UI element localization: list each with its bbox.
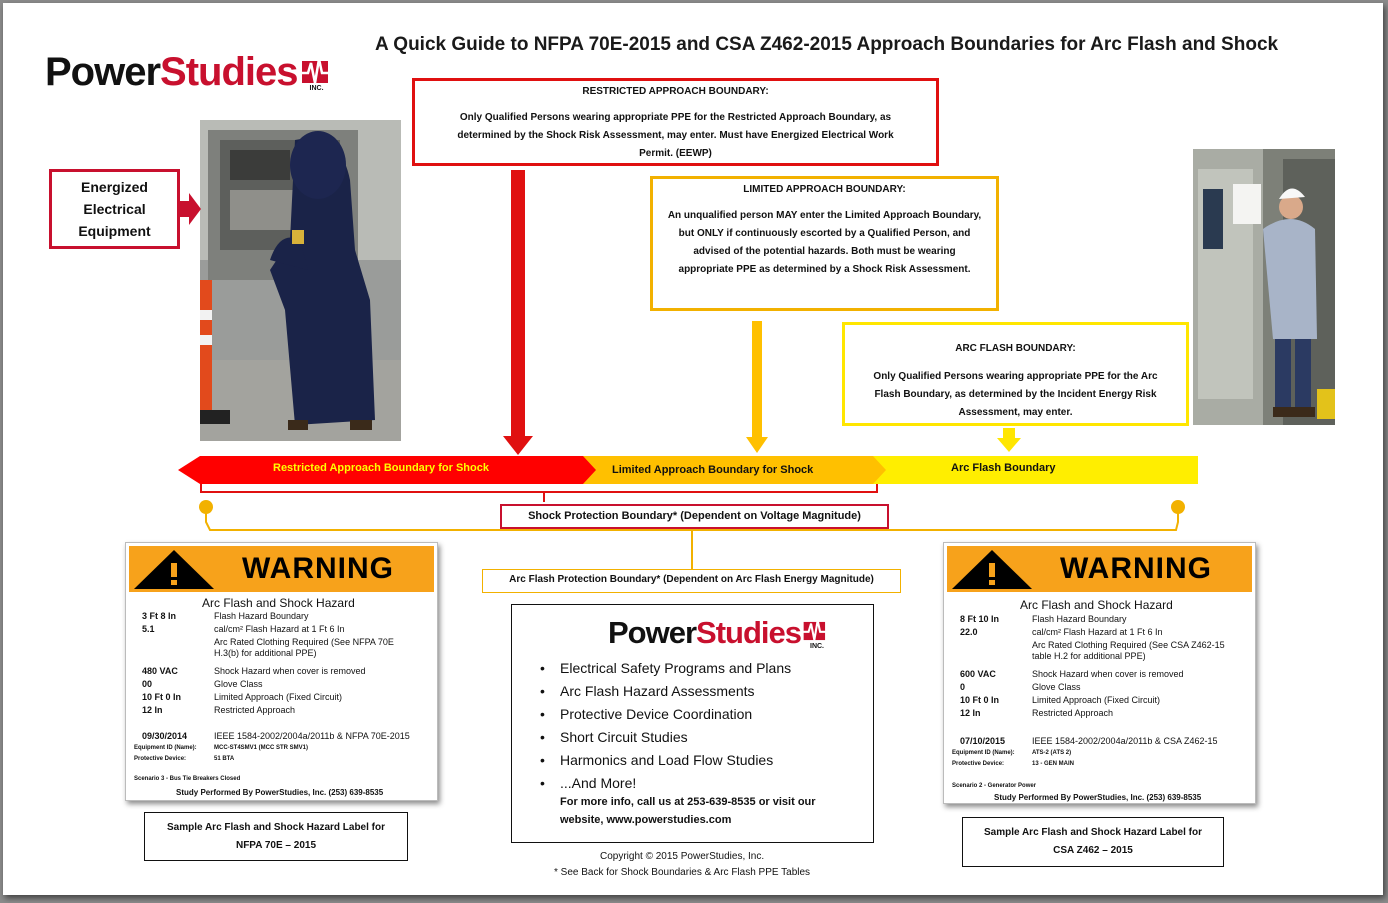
arcflash-heading: ARC FLASH BOUNDARY: [955, 343, 1076, 354]
restricted-arrow-down-icon [503, 170, 533, 455]
protective-label: Protective Device: [952, 761, 1005, 767]
logo-mark-icon [298, 55, 334, 95]
row-desc: IEEE 1584-2002/2004a/2011b & NFPA 70E-2015 [214, 731, 410, 741]
equipment-line-2: Electrical [83, 201, 146, 217]
limited-heading: LIMITED APPROACH BOUNDARY: [743, 184, 906, 195]
equip-id-label: Equipment ID (Name): [952, 750, 1015, 756]
powerstudies-logo [45, 47, 334, 95]
row-desc: Flash Hazard Boundary [214, 611, 309, 621]
limited-text: An unqualified person MAY enter the Limited Approach Boundary, but ONLY if continuously escorted by a Qualified Person, and advised of the potential hazards. Both must be wearing appropriate PPE as determined by a Shock Risk Assessment. [667, 210, 982, 275]
row-value: 22.0 [960, 627, 978, 637]
row-value: 12 In [142, 705, 163, 715]
footnote: * See Back for Shock Boundaries & Arc Flash PPE Tables [554, 867, 811, 878]
shock-protection-boundary: Shock Protection Boundary* (Dependent on Voltage Magnitude) [500, 504, 889, 529]
photo-worker-hard-hat [1193, 149, 1335, 425]
arcflash-protection-boundary: Arc Flash Protection Boundary* (Dependent on Arc Flash Energy Magnitude) [482, 569, 901, 593]
row-desc: table H.2 for additional PPE) [1032, 651, 1146, 661]
page-title: A Quick Guide to NFPA 70E-2015 and CSA Z462-2015 Approach Boundaries for Arc Flash and Shock [375, 34, 1279, 55]
row-value: 8 Ft 10 In [960, 614, 1000, 624]
row-desc: Limited Approach (Fixed Circuit) [214, 692, 343, 702]
limited-arrow-down-icon [746, 321, 768, 453]
caption-csa [962, 817, 1224, 867]
services-list [540, 657, 791, 795]
more-info-line-1: For more info, call us at 253-639-8535 or visit our [560, 796, 816, 808]
row-desc: Limited Approach (Fixed Circuit) [1032, 695, 1161, 705]
row-value: 600 VAC [960, 669, 996, 679]
row-value: 3 Ft 8 In [142, 611, 177, 621]
panel-logo [608, 611, 831, 651]
panel-logo-studies: Studies [696, 615, 801, 650]
band-arcflash-label: Arc Flash Boundary [951, 462, 1056, 474]
equip-id-label: Equipment ID (Name): [134, 745, 197, 751]
row-desc: IEEE 1584-2002/2004a/2011b & CSA Z462-15 [1032, 736, 1218, 746]
caption-line-2: CSA Z462 – 2015 [1053, 845, 1133, 856]
row-desc: cal/cm² Flash Hazard at 1 Ft 6 In [1032, 627, 1163, 637]
equipment-line-3: Equipment [78, 223, 151, 239]
row-value: 10 Ft 0 In [960, 695, 1000, 705]
arcflash-text: Only Qualified Persons wearing appropriate PPE for the Arc Flash Boundary, as determined by the Incident Energy Risk Assessment, may enter. [873, 371, 1158, 418]
row-value: 12 In [960, 708, 981, 718]
warning-triangle-icon [948, 547, 1036, 591]
more-info-line-2: website, www.powerstudies.com [560, 814, 732, 826]
arcflash-arrow-down-icon [997, 428, 1021, 452]
equip-id: MCC-ST4SMV1 (MCC STR SMV1) [214, 745, 309, 751]
scenario: Scenario 3 - Bus Tie Breakers Closed [134, 776, 241, 782]
warning-word: WARNING [242, 552, 394, 585]
photo-worker-arc-suit [200, 120, 401, 441]
hazard-title: Arc Flash and Shock Hazard [1020, 598, 1173, 612]
restricted-heading: RESTRICTED APPROACH BOUNDARY: [582, 86, 769, 97]
warning-triangle-icon [130, 547, 218, 591]
caption-line-1: Sample Arc Flash and Shock Hazard Label for [983, 827, 1203, 838]
equipment-line-1: Energized [81, 179, 148, 195]
panel-logo-power: Power [608, 615, 697, 650]
row-value: 10 Ft 0 In [142, 692, 182, 702]
energized-equipment-box [49, 169, 180, 249]
row-desc: cal/cm² Flash Hazard at 1 Ft 6 In [214, 624, 345, 634]
service-item: • Arc Flash Hazard Assessments [540, 680, 791, 703]
panel-logo-mark-icon [801, 617, 831, 651]
row-desc: Glove Class [214, 679, 263, 689]
band-limited-label: Limited Approach Boundary for Shock [612, 464, 814, 476]
warning-label-nfpa [125, 542, 438, 801]
more-info [560, 793, 816, 829]
restricted-text: Only Qualified Persons wearing appropriate PPE for the Restricted Approach Boundary, as determined by the Shock Risk Assessment, may enter. Must have Energized Electrical Work Permit. (EEWP) [457, 112, 894, 159]
service-item: • Short Circuit Studies [540, 726, 791, 749]
protective-label: Protective Device: [134, 756, 187, 762]
services-panel [511, 604, 874, 843]
protective-device: 13 - GEN MAIN [1032, 761, 1075, 767]
row-value: 480 VAC [142, 666, 178, 676]
row-value: 00 [142, 679, 153, 689]
logo-inc: INC. [309, 85, 324, 92]
row-value: 07/10/2015 [960, 736, 1006, 746]
service-item: • Electrical Safety Programs and Plans [540, 657, 791, 680]
arc-flash-boundary-box [842, 322, 1189, 426]
study-performed-by: Study Performed By PowerStudies, Inc. (253) 639-8535 [176, 788, 384, 797]
limited-approach-box [650, 176, 999, 311]
caption-line-1: Sample Arc Flash and Shock Hazard Label for [166, 822, 386, 833]
row-desc: H.3(b) for additional PPE) [214, 648, 317, 658]
service-item: • ...And More! [540, 772, 791, 795]
row-desc: Restricted Approach [214, 705, 296, 715]
logo-studies: Studies [160, 50, 298, 94]
warning-word: WARNING [1060, 552, 1212, 585]
panel-logo-inc: INC. [810, 643, 824, 650]
copyright: Copyright © 2015 PowerStudies, Inc. [600, 851, 765, 862]
logo-power: Power [45, 50, 161, 94]
row-desc: Restricted Approach [1032, 708, 1114, 718]
warning-label-csa [943, 542, 1256, 804]
row-desc: Arc Rated Clothing Required (See NFPA 70E [214, 637, 394, 647]
caption-nfpa [144, 812, 408, 861]
row-value: 0 [960, 682, 966, 692]
service-item: • Harmonics and Load Flow Studies [540, 749, 791, 772]
equip-id: ATS-2 (ATS 2) [1032, 750, 1072, 756]
row-desc: Arc Rated Clothing Required (See CSA Z462-15 [1032, 640, 1225, 650]
service-item: • Protective Device Coordination [540, 703, 791, 726]
arrow-right-icon [179, 193, 201, 225]
study-performed-by: Study Performed By PowerStudies, Inc. (253) 639-8535 [994, 793, 1202, 802]
scenario: Scenario 2 - Generator Power [952, 783, 1037, 789]
restricted-approach-box [412, 78, 939, 166]
hazard-title: Arc Flash and Shock Hazard [202, 596, 355, 610]
guide-sheet [3, 3, 1383, 895]
protective-device: 51 BTA [214, 756, 235, 762]
row-value: 09/30/2014 [142, 731, 188, 741]
band-restricted-label: Restricted Approach Boundary for Shock [273, 462, 489, 474]
row-value: 5.1 [142, 624, 155, 634]
caption-line-2: NFPA 70E – 2015 [235, 840, 317, 851]
row-desc: Shock Hazard when cover is removed [214, 666, 366, 676]
row-desc: Flash Hazard Boundary [1032, 614, 1127, 624]
row-desc: Glove Class [1032, 682, 1081, 692]
row-desc: Shock Hazard when cover is removed [1032, 669, 1184, 679]
